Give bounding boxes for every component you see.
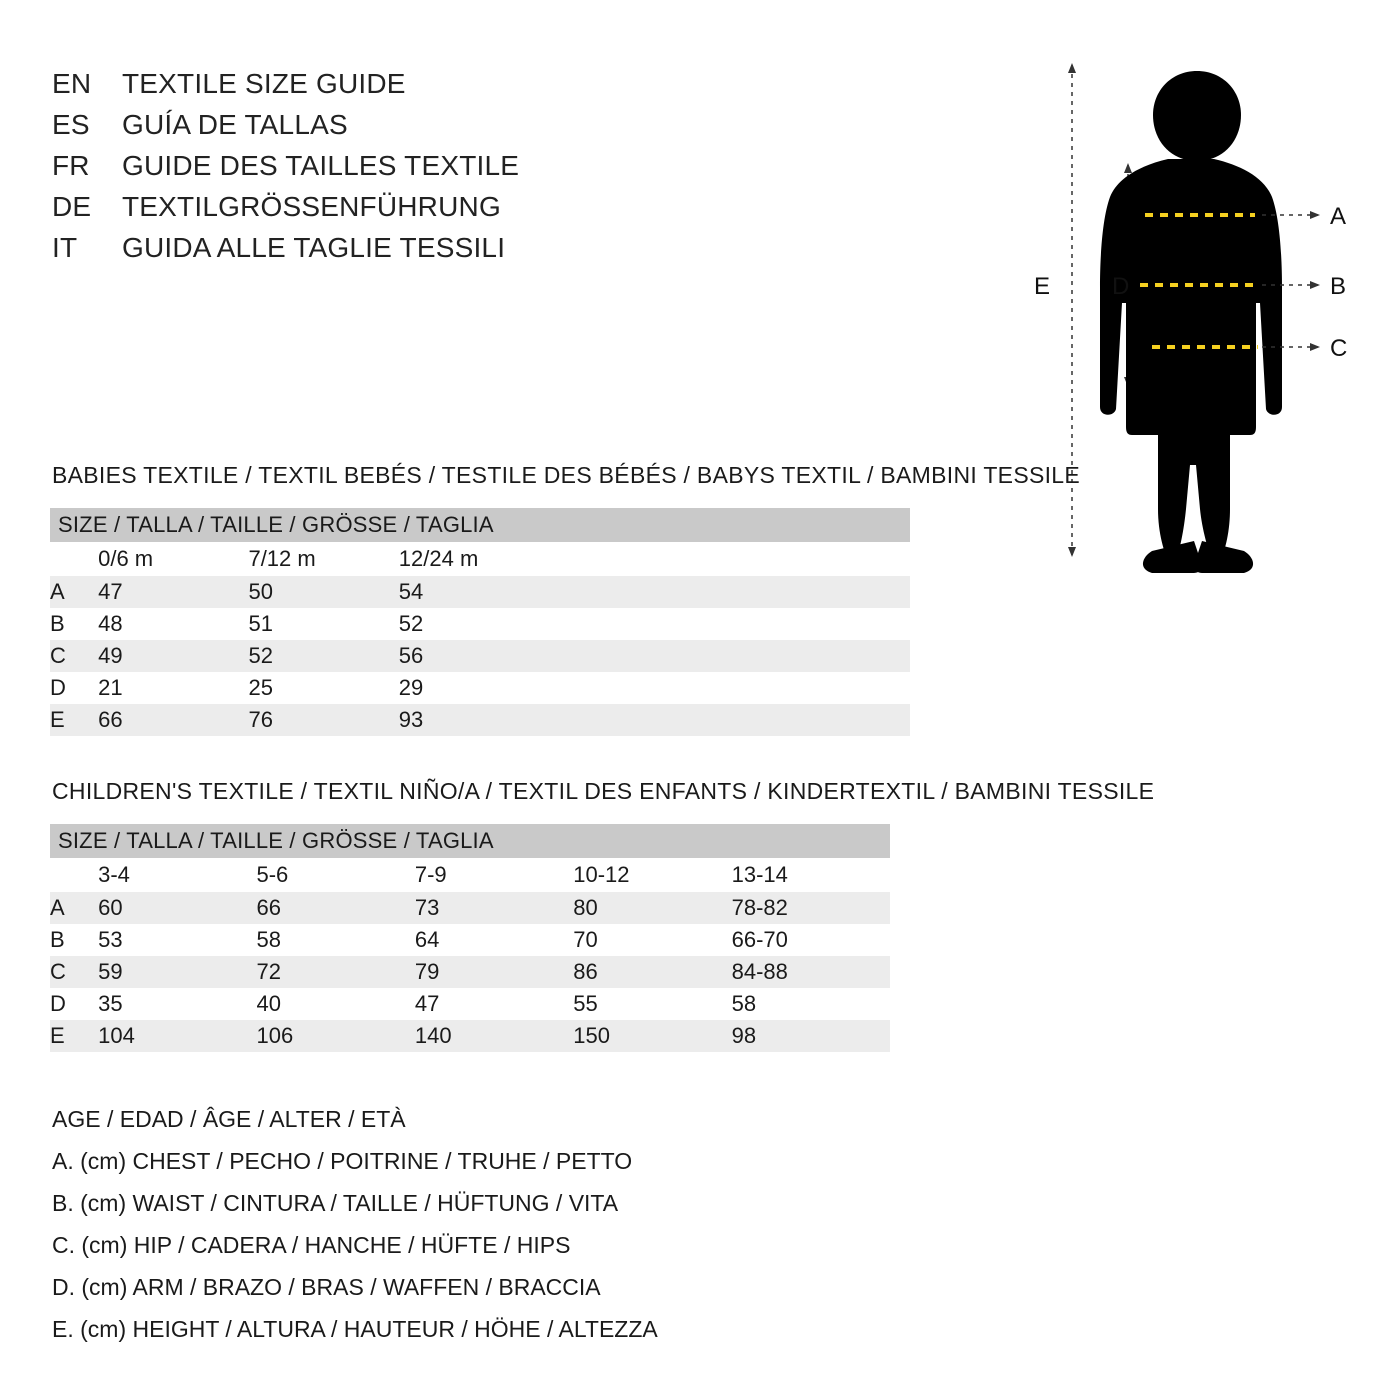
language-row-de <box>52 191 792 232</box>
children-row-label-c: C <box>50 956 98 988</box>
language-code-it: IT <box>52 232 78 263</box>
children-e-4: 98 <box>732 1020 890 1052</box>
babies-row-label-d: D <box>50 672 98 704</box>
babies-d-2: 29 <box>399 672 549 704</box>
table-row <box>50 640 910 672</box>
babies-row-label-a: A <box>50 576 98 608</box>
table-row <box>50 672 910 704</box>
table-row <box>50 924 890 956</box>
children-e-3: 150 <box>573 1020 731 1052</box>
children-e-2: 140 <box>415 1020 573 1052</box>
figure-label-e: E <box>1034 273 1051 300</box>
babies-b-1: 51 <box>248 608 398 640</box>
children-section-title: CHILDREN'S TEXTILE / TEXTIL NIÑO/A / TEXTIL DES ENFANTS / KINDERTEXTIL / BAMBINI TESSILE <box>52 778 1155 804</box>
children-b-0: 53 <box>98 924 256 956</box>
table-column-row <box>50 858 890 892</box>
figure-label-a: A <box>1330 203 1347 230</box>
empty-corner <box>50 542 98 576</box>
children-row-label-d: D <box>50 988 98 1020</box>
language-row-it <box>52 232 792 273</box>
babies-size-header: SIZE / TALLA / TAILLE / GRÖSSE / TAGLIA <box>50 508 910 542</box>
table-spacer <box>549 608 910 640</box>
babies-a-1: 50 <box>248 576 398 608</box>
language-title-block <box>52 68 792 273</box>
babies-d-0: 21 <box>98 672 248 704</box>
legend-line-e: E. (cm) HEIGHT / ALTURA / HAUTEUR / HÖHE / ALTEZZA <box>52 1316 658 1342</box>
children-size-header: SIZE / TALLA / TAILLE / GRÖSSE / TAGLIA <box>50 824 890 858</box>
babies-b-0: 48 <box>98 608 248 640</box>
children-column-4: 13-14 <box>732 858 890 892</box>
silhouette-shape <box>1100 71 1282 573</box>
children-b-2: 64 <box>415 924 573 956</box>
children-column-2: 7-9 <box>415 858 573 892</box>
legend-line-d: D. (cm) ARM / BRAZO / BRAS / WAFFEN / BRACCIA <box>52 1274 601 1300</box>
language-text-it: GUIDA ALLE TAGLIE TESSILI <box>122 232 506 263</box>
measurement-diagram <box>1000 55 1380 575</box>
language-code-fr: FR <box>52 150 90 181</box>
babies-b-2: 52 <box>399 608 549 640</box>
children-d-3: 55 <box>573 988 731 1020</box>
figure-label-b: B <box>1330 273 1347 300</box>
babies-column-0: 0/6 m <box>98 542 248 576</box>
babies-e-1: 76 <box>248 704 398 736</box>
table-row <box>50 1020 890 1052</box>
legend-line-age: AGE / EDAD / ÂGE / ALTER / ETÀ <box>52 1106 406 1132</box>
table-spacer <box>549 672 910 704</box>
language-code-en: EN <box>52 68 92 99</box>
children-row-label-b: B <box>50 924 98 956</box>
legend-line-c: C. (cm) HIP / CADERA / HANCHE / HÜFTE / HIPS <box>52 1232 571 1258</box>
language-text-es: GUÍA DE TALLAS <box>122 109 348 140</box>
babies-a-2: 54 <box>399 576 549 608</box>
babies-c-1: 52 <box>248 640 398 672</box>
children-d-1: 40 <box>256 988 414 1020</box>
legend-line-b: B. (cm) WAIST / CINTURA / TAILLE / HÜFTUNG / VITA <box>52 1190 619 1216</box>
table-spacer <box>549 542 910 576</box>
language-text-en: TEXTILE SIZE GUIDE <box>122 68 406 99</box>
legend-line-a: A. (cm) CHEST / PECHO / POITRINE / TRUHE / PETTO <box>52 1148 633 1174</box>
table-spacer <box>549 640 910 672</box>
measurement-legend <box>52 1098 952 1350</box>
table-row <box>50 608 910 640</box>
children-a-3: 80 <box>573 892 731 924</box>
babies-row-label-b: B <box>50 608 98 640</box>
children-c-1: 72 <box>256 956 414 988</box>
children-b-4: 66-70 <box>732 924 890 956</box>
language-text-fr: GUIDE DES TAILLES TEXTILE <box>122 150 520 181</box>
children-e-0: 104 <box>98 1020 256 1052</box>
children-size-table <box>50 824 890 1052</box>
children-column-3: 10-12 <box>573 858 731 892</box>
table-row <box>50 892 890 924</box>
children-row-label-a: A <box>50 892 98 924</box>
child-silhouette-icon <box>1000 55 1380 575</box>
language-text-de: TEXTILGRÖSSENFÜHRUNG <box>122 191 501 222</box>
children-c-4: 84-88 <box>732 956 890 988</box>
children-c-0: 59 <box>98 956 256 988</box>
babies-e-0: 66 <box>98 704 248 736</box>
babies-d-1: 25 <box>248 672 398 704</box>
children-row-label-e: E <box>50 1020 98 1052</box>
babies-column-1: 7/12 m <box>248 542 398 576</box>
children-a-2: 73 <box>415 892 573 924</box>
table-spacer <box>549 576 910 608</box>
children-b-1: 58 <box>256 924 414 956</box>
language-row-es <box>52 109 792 150</box>
children-d-4: 58 <box>732 988 890 1020</box>
children-a-4: 78-82 <box>732 892 890 924</box>
children-b-3: 70 <box>573 924 731 956</box>
children-a-1: 66 <box>256 892 414 924</box>
table-header-row <box>50 824 890 858</box>
babies-a-0: 47 <box>98 576 248 608</box>
babies-c-0: 49 <box>98 640 248 672</box>
children-e-1: 106 <box>256 1020 414 1052</box>
babies-c-2: 56 <box>399 640 549 672</box>
children-d-0: 35 <box>98 988 256 1020</box>
babies-row-label-c: C <box>50 640 98 672</box>
babies-e-2: 93 <box>399 704 549 736</box>
table-row <box>50 576 910 608</box>
figure-label-c: C <box>1330 335 1348 362</box>
table-row <box>50 704 910 736</box>
table-spacer <box>549 704 910 736</box>
children-a-0: 60 <box>98 892 256 924</box>
children-d-2: 47 <box>415 988 573 1020</box>
babies-size-table <box>50 508 910 736</box>
children-c-2: 79 <box>415 956 573 988</box>
table-header-row <box>50 508 910 542</box>
table-row <box>50 956 890 988</box>
table-row <box>50 988 890 1020</box>
children-c-3: 86 <box>573 956 731 988</box>
language-code-es: ES <box>52 109 90 140</box>
language-row-fr <box>52 150 792 191</box>
figure-label-d: D <box>1112 273 1130 300</box>
babies-column-2: 12/24 m <box>399 542 549 576</box>
children-column-0: 3-4 <box>98 858 256 892</box>
language-row-en <box>52 68 792 109</box>
table-column-row <box>50 542 910 576</box>
children-column-1: 5-6 <box>256 858 414 892</box>
empty-corner <box>50 858 98 892</box>
babies-section-title: BABIES TEXTILE / TEXTIL BEBÉS / TESTILE DES BÉBÉS / BABYS TEXTIL / BAMBINI TESSILE <box>52 462 1081 488</box>
language-code-de: DE <box>52 191 92 222</box>
babies-row-label-e: E <box>50 704 98 736</box>
